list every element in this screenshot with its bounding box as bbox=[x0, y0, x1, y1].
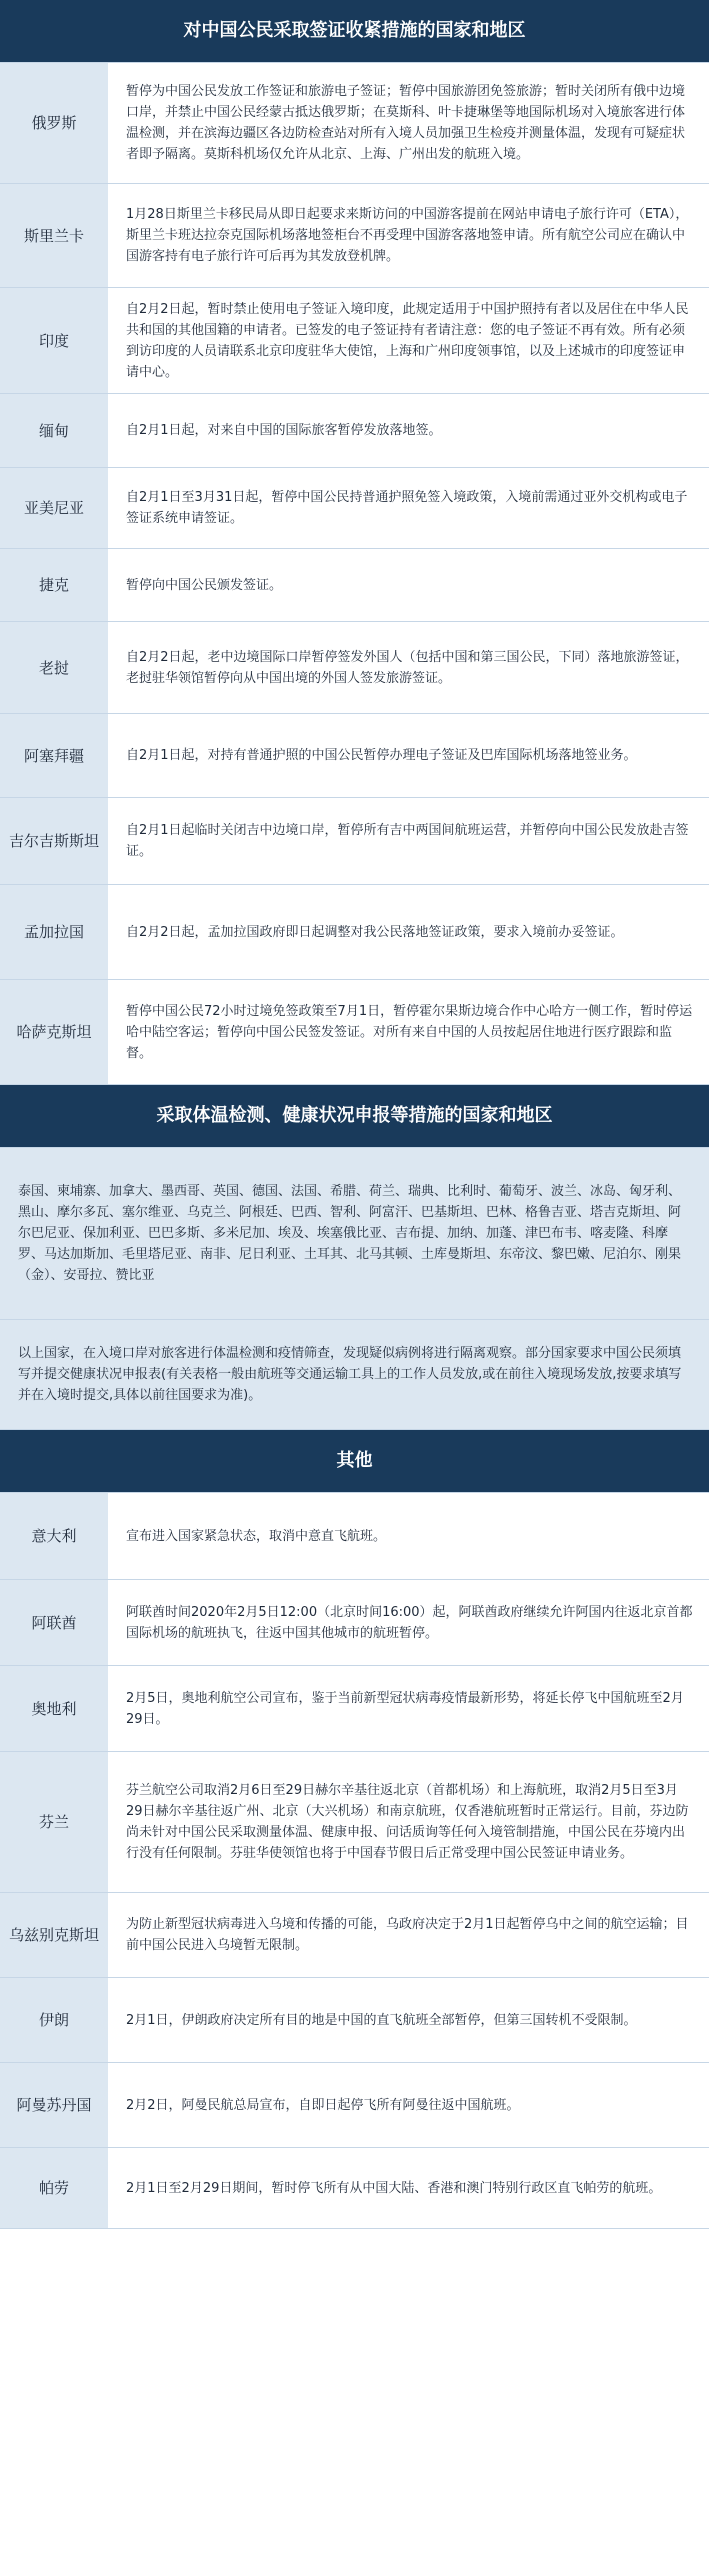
country-cell: 阿曼苏丹国 bbox=[0, 2063, 108, 2147]
measure-text: 宣布进入国家紧急状态，取消中意直飞航班。 bbox=[126, 1528, 387, 1544]
measure-cell bbox=[108, 288, 709, 393]
measure-cell bbox=[108, 2148, 709, 2228]
table-row bbox=[0, 2148, 709, 2229]
country-cell: 老挝 bbox=[0, 622, 108, 713]
country-cell: 阿塞拜疆 bbox=[0, 714, 108, 797]
table-row bbox=[0, 1893, 709, 1978]
measure-cell bbox=[108, 1493, 709, 1579]
country-cell: 斯里兰卡 bbox=[0, 184, 108, 287]
table-row bbox=[0, 1978, 709, 2063]
table-row bbox=[0, 2063, 709, 2148]
measure-cell bbox=[108, 885, 709, 979]
measure-text: 自2月2日起，老中边境国际口岸暂停签发外国人（包括中国和第三国公民，下同）落地旅游签证，老挝驻华领馆暂停向从中国出境的外国人签发旅游签证。 bbox=[126, 649, 689, 686]
country-cell: 缅甸 bbox=[0, 394, 108, 467]
measure-text: 为防止新型冠状病毒进入乌境和传播的可能，乌政府决定于2月1日起暂停乌中之间的航空运输；目前中国公民进入乌境暂无限制。 bbox=[126, 1917, 689, 1953]
section-header-health-checks: 采取体温检测、健康状况申报等措施的国家和地区 bbox=[0, 1085, 709, 1148]
section-header-visa-restrictions: 对中国公民采取签证收紧措施的国家和地区 bbox=[0, 0, 709, 63]
country-cell: 孟加拉国 bbox=[0, 885, 108, 979]
table-row bbox=[0, 63, 709, 184]
country-cell: 芬兰 bbox=[0, 1752, 108, 1892]
measure-text: 自2月2日起，暂时禁止使用电子签证入境印度，此规定适用于中国护照持有者以及居住在中华人民共和国的其他国籍的申请者。已签发的电子签证持有者请注意：您的电子签证不再有效。所有必须到访印度的人员请联系北京印度驻华大使馆，上海和广州印度领事馆，以及上述城市的印度签证申请中心。 bbox=[126, 301, 689, 380]
country-cell: 捷克 bbox=[0, 549, 108, 621]
measure-text: 自2月2日起，孟加拉国政府即日起调整对我公民落地签证政策，要求入境前办妥签证。 bbox=[126, 924, 624, 940]
measure-cell bbox=[108, 798, 709, 884]
table-row bbox=[0, 1580, 709, 1666]
country-cell: 伊朗 bbox=[0, 1978, 108, 2062]
measure-cell bbox=[108, 394, 709, 467]
country-list-band bbox=[0, 1148, 709, 1320]
table-row bbox=[0, 468, 709, 549]
table-row bbox=[0, 1666, 709, 1752]
table-row bbox=[0, 980, 709, 1085]
measure-cell bbox=[108, 468, 709, 548]
table-row bbox=[0, 798, 709, 885]
country-cell: 吉尔吉斯斯坦 bbox=[0, 798, 108, 884]
table-row bbox=[0, 1493, 709, 1580]
measure-text: 2月5日，奥地利航空公司宣布，鉴于当前新型冠状病毒疫情最新形势，将延长停飞中国航班至2月29日。 bbox=[126, 1690, 684, 1727]
measure-cell bbox=[108, 980, 709, 1084]
measure-cell bbox=[108, 1580, 709, 1665]
measure-text: 芬兰航空公司取消2月6日至29日赫尔辛基往返北京（首都机场）和上海航班，取消2月5日至3月29日赫尔辛基往返广州、北京（大兴机场）和南京航班，仅香港航班暂时正常运行。目前，芬边防尚未针对中国公民采取测量体温、健康申报、问话质询等任何入境管制措施，中国公民在芬境内出行没有任何限制。芬驻华使领馆也将于中国春节假日后正常受理中国公民签证申请业务。 bbox=[126, 1783, 689, 1861]
table-row bbox=[0, 549, 709, 622]
measure-text: 暂停向中国公民颁发签证。 bbox=[126, 577, 283, 593]
measure-cell bbox=[108, 1666, 709, 1751]
table-row bbox=[0, 184, 709, 288]
country-cell: 奥地利 bbox=[0, 1666, 108, 1751]
measure-cell bbox=[108, 1978, 709, 2062]
measure-text: 自2月1日起临时关闭吉中边境口岸，暂停所有吉中两国间航班运营，并暂停向中国公民发放赴吉签证。 bbox=[126, 823, 689, 859]
country-list-text: 泰国、柬埔寨、加拿大、墨西哥、英国、德国、法国、希腊、荷兰、瑞典、比利时、葡萄牙、波兰、冰岛、匈牙利、黑山、摩尔多瓦、塞尔维亚、乌克兰、阿根廷、巴西、智利、阿富汗、巴基斯坦、巴林、格鲁吉亚、塔吉克斯坦、阿尔巴尼亚、保加利亚、巴巴多斯、多米尼加、埃及、埃塞俄比亚、吉布提、加纳、加蓬、津巴布韦、喀麦隆、科摩罗、马达加斯加、毛里塔尼亚、南非、尼日利亚、土耳其、北马其顿、土库曼斯坦、东帝汶、黎巴嫩、尼泊尔、刚果（金）、安哥拉、赞比亚 bbox=[18, 1184, 682, 1283]
measure-cell bbox=[108, 1752, 709, 1892]
measure-cell bbox=[108, 2063, 709, 2147]
country-cell: 印度 bbox=[0, 288, 108, 393]
measure-cell bbox=[108, 549, 709, 621]
measure-cell bbox=[108, 184, 709, 287]
measure-text: 2月2日，阿曼民航总局宣布，自即日起停飞所有阿曼往返中国航班。 bbox=[126, 2097, 520, 2113]
measure-text: 暂停中国公民72小时过境免签政策至7月1日，暂停霍尔果斯边境合作中心哈方一侧工作，暂时停运哈中陆空客运；暂停向中国公民签发签证。对所有来自中国的人员按起居住地进行医疗跟踪和监督。 bbox=[126, 1003, 693, 1061]
country-cell: 俄罗斯 bbox=[0, 63, 108, 183]
measure-cell bbox=[108, 1893, 709, 1977]
table-row bbox=[0, 885, 709, 980]
measure-text: 自2月1日至3月31日起，暂停中国公民持普通护照免签入境政策，入境前需通过亚外交机构或电子签证系统申请签证。 bbox=[126, 490, 688, 526]
table-row bbox=[0, 288, 709, 394]
country-cell: 帕劳 bbox=[0, 2148, 108, 2228]
measure-cell bbox=[108, 63, 709, 183]
table-row bbox=[0, 1752, 709, 1893]
note-band bbox=[0, 1320, 709, 1430]
measure-text: 1月28日斯里兰卡移民局从即日起要求来斯访问的中国游客提前在网站申请电子旅行许可（ETA），斯里兰卡班达拉奈克国际机场落地签柜台不再受理中国游客落地签申请。所有航空公司应在确认中国游客持有电子旅行许可后再为其发放登机牌。 bbox=[126, 207, 689, 264]
table-row bbox=[0, 622, 709, 714]
measure-text: 自2月1日起，对持有普通护照的中国公民暂停办理电子签证及巴库国际机场落地签业务。 bbox=[126, 748, 637, 763]
measure-text: 暂停为中国公民发放工作签证和旅游电子签证；暂停中国旅游团免签旅游；暂时关闭所有俄中边境口岸，并禁止中国公民经蒙古抵达俄罗斯；在莫斯科、叶卡捷琳堡等地国际机场对入境旅客进行体温检测，并在滨海边疆区各边防检查站对所有入境人员加强卫生检疫并测量体温，发现有可疑症状者即予隔离。莫斯科机场仅允许从北京、上海、广州出发的航班入境。 bbox=[126, 84, 686, 162]
measure-cell bbox=[108, 622, 709, 713]
table-row bbox=[0, 394, 709, 468]
measure-text: 2月1日，伊朗政府决定所有目的地是中国的直飞航班全部暂停，但第三国转机不受限制。 bbox=[126, 2012, 637, 2028]
country-cell: 意大利 bbox=[0, 1493, 108, 1579]
measure-text: 自2月1日起，对来自中国的国际旅客暂停发放落地签。 bbox=[126, 423, 442, 438]
section-header-other: 其他 bbox=[0, 1430, 709, 1493]
measure-text: 阿联酋时间2020年2月5日12:00（北京时间16:00）起，阿联酋政府继续允许阿国内往返北京首都国际机场的航班执飞，往返中国其他城市的航班暂停。 bbox=[126, 1604, 693, 1641]
table-row bbox=[0, 714, 709, 798]
country-cell: 阿联酋 bbox=[0, 1580, 108, 1665]
country-cell: 亚美尼亚 bbox=[0, 468, 108, 548]
measure-text: 2月1日至2月29日期间，暂时停飞所有从中国大陆、香港和澳门特别行政区直飞帕劳的航班。 bbox=[126, 2180, 662, 2196]
measure-cell bbox=[108, 714, 709, 797]
country-cell: 哈萨克斯坦 bbox=[0, 980, 108, 1084]
country-cell: 乌兹别克斯坦 bbox=[0, 1893, 108, 1977]
note-text: 以上国家，在入境口岸对旅客进行体温检测和疫情筛查，发现疑似病例将进行隔离观察。部分国家要求中国公民须填写并提交健康状况申报表(有关表格一般由航班等交通运输工具上的工作人员发放,或在前往入境现场发放,按要求填写并在入境时提交,具体以前往国要求为准)。 bbox=[18, 1346, 682, 1403]
